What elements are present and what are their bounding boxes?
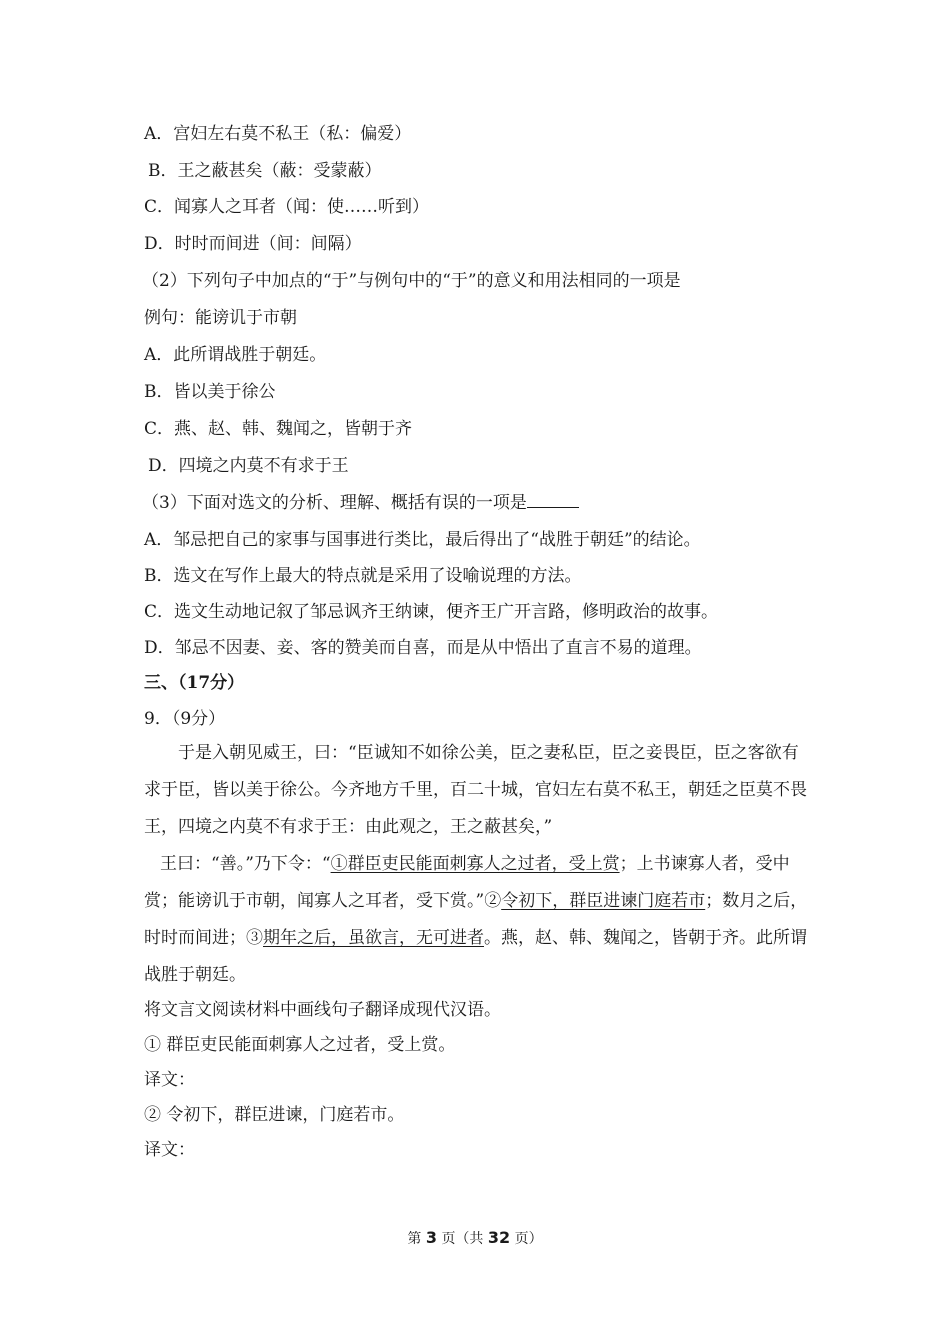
page-number: 3 <box>425 1228 437 1247</box>
translation-item-1: ① 群臣吏民能面刺寡人之过者，受上赏。 <box>144 1035 456 1055</box>
passage-paragraph-2 <box>144 846 810 994</box>
page-total: 32 <box>487 1228 511 1247</box>
q3-stem-line <box>142 491 810 515</box>
passage-text: ；上书谏寡人者，受中赏；能谤讥于市朝，闻寡人之耳者，受下赏。”② <box>144 854 790 911</box>
passage-text: 。燕，赵、韩、魏闻之，皆朝于齐。此所谓战胜于朝廷。 <box>144 928 807 985</box>
answer-label-1: 译文： <box>144 1070 195 1090</box>
underlined-sentence-3: 期年之后，虽欲言，无可进者 <box>263 928 484 948</box>
q2-option-c: C．燕、赵、韩、魏闻之，皆朝于齐 <box>144 419 413 439</box>
answer-label-2: 译文： <box>144 1140 195 1160</box>
q3-option-d: D．邹忌不因妻、妾、客的赞美而自喜，而是从中悟出了直言不易的道理。 <box>144 638 702 658</box>
passage-text: 王曰：“善。”乃下令：“ <box>160 854 331 874</box>
q2-option-b: B．皆以美于徐公 <box>144 382 276 402</box>
footer-text: 页（共 <box>441 1231 484 1247</box>
q3-stem: （3）下面对选文的分析、理解、概括有误的一项是 <box>142 493 527 513</box>
passage-text: ；数月之后，时时而间进；③ <box>144 891 808 948</box>
underlined-sentence-1: ①群臣吏民能面刺寡人之过者，受上赏 <box>330 854 620 874</box>
q9-header: 9．（9分） <box>144 709 226 729</box>
q3-option-b: B．选文在写作上最大的特点就是采用了设喻说理的方法。 <box>144 566 582 586</box>
q1-option-a: A．宫妇左右莫不私王（私：偏爱） <box>144 124 412 144</box>
answer-blank <box>527 491 579 508</box>
q2-example: 例句：能谤讥于市朝 <box>144 308 297 328</box>
section-heading: 三、（17分） <box>144 673 245 693</box>
q2-option-d: D．四境之内莫不有求于王 <box>148 456 349 476</box>
q1-option-b: B．王之蔽甚矣（蔽：受蒙蔽） <box>148 161 382 181</box>
q3-option-a: A．邹忌把自己的家事与国事进行类比，最后得出了“战胜于朝廷”的结论。 <box>144 530 701 550</box>
page-footer <box>0 1228 950 1249</box>
q1-option-d: D．时时而间进（间：间隔） <box>144 234 362 254</box>
q3-option-c: C．选文生动地记叙了邹忌讽齐王纳谏，便齐王广开言路，修明政治的故事。 <box>144 602 719 622</box>
q2-stem: （2）下列句子中加点的“于”与例句中的“于”的意义和用法相同的一项是 <box>142 271 681 291</box>
footer-text: 页） <box>514 1231 543 1247</box>
footer-text: 第 <box>407 1231 422 1247</box>
q1-option-c: C．闻寡人之耳者（闻：使……听到） <box>144 197 430 217</box>
underlined-sentence-2: 令初下，群臣进谏门庭若市 <box>501 891 706 911</box>
translation-item-2: ② 令初下，群臣进谏，门庭若市。 <box>144 1105 405 1125</box>
passage-paragraph-1: 于是入朝见威王，曰：“臣诚知不如徐公美，臣之妻私臣，臣之妾畏臣，臣之客欲有求于臣，皆以美于徐公。今齐地方千里，百二十城，官妇左右莫不私王，朝廷之臣莫不畏王，四境之内莫不有求于王：由此观之，王之蔽甚矣，” <box>144 743 807 837</box>
translation-instruction: 将文言文阅读材料中画线句子翻译成现代汉语。 <box>144 1000 501 1020</box>
q2-option-a: A．此所谓战胜于朝廷。 <box>144 345 327 365</box>
